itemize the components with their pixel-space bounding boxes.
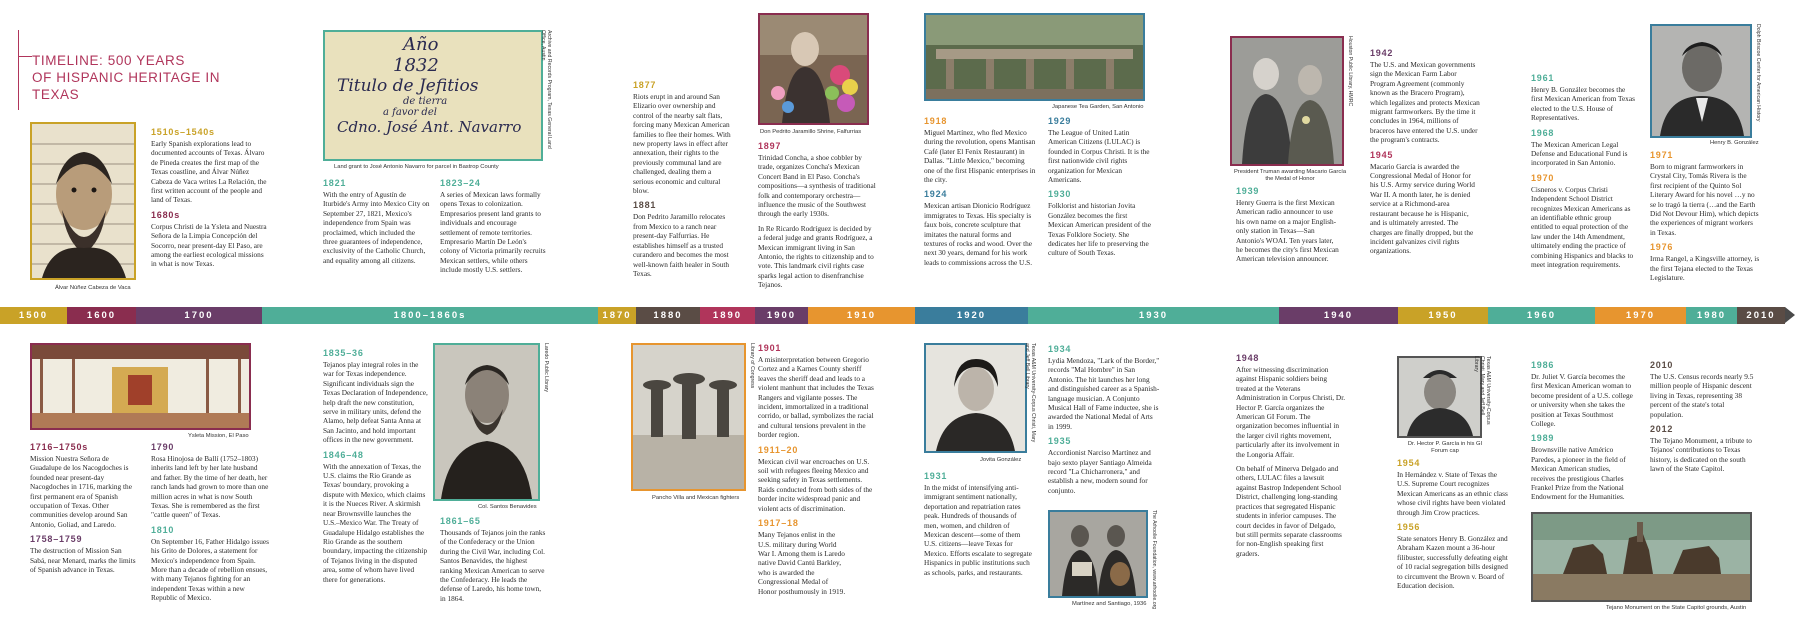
entry-text: Thousands of Tejanos join the ranks of the Confederacy or the Union during the Civil War, including Col. Santos Benavides, the highest ranking Mexican American to serve the Confederacy. He leads the defense of Laredo, his home town, in 1864. — [440, 528, 546, 603]
timeline-segment-1940: 1940 — [1279, 307, 1398, 324]
entry-1954 — [1397, 458, 1509, 595]
entry-1821 — [323, 178, 431, 270]
entry-text: A series of Mexican laws formally opens Texas to colonization. Empresarios present land grants to individuals and encourage settlement of remote territories. Empresario Martín De León's colony of Victoria primarily recruits Mexican settlers, while others include mostly U.S. settlers. — [440, 190, 546, 275]
entry-text: The Tejano Monument, a tribute to Tejanos' contributions to Texas history, is dedicated on the south lawn of the State Capitol. — [1650, 436, 1752, 474]
entry-year: 1901 — [758, 343, 782, 353]
entry-1510s — [151, 127, 269, 274]
entry-year: 2012 — [1650, 424, 1674, 435]
timeline-segment-1950: 1950 — [1398, 307, 1488, 324]
entry-text: Corpus Christi de la Ysleta and Nuestra Señora de la Limpia Concepción del Socorro, near present-day El Paso, are among the earliest ecological missions in what is now Texas. — [151, 221, 267, 269]
tejano-monument-photo — [1531, 512, 1752, 602]
shrine-photo — [758, 13, 869, 125]
truman-caption: President Truman awarding Macario García the Medal of Honor — [1233, 169, 1347, 182]
cabeza-de-vaca-portrait — [30, 122, 136, 280]
entry-year: 1971 — [1650, 150, 1674, 160]
entry-year: 1911–20 — [758, 444, 799, 455]
entry-text: Born to migrant farmworkers in Crystal City, Tomás Rivera is the first recipient of the Quinto Sol Literary Award for his novel …y no se lo tragó la tierra (…and the Earth Did Not Devour Him), which depicts the experiences of migrant workers in Texas. — [1650, 162, 1759, 237]
entry-year: 1934 — [1048, 344, 1072, 354]
entry-1934 — [1048, 344, 1160, 500]
timeline-arrow — [1785, 307, 1795, 323]
entry-text: Folklorist and historian Jovita González becomes the first Mexican American president of the Texas Folklore Society. She dedicates her life to preserving the culture of South Texas. — [1048, 201, 1151, 258]
title-line-1: TIMELINE: 500 YEARS — [32, 53, 185, 68]
entry-text: The U.S. Census records nearly 9.5 million people of Hispanic descent living in Texas, representing 38 percent of the state's total population. — [1650, 372, 1754, 419]
timeline-segment-1970: 1970 — [1595, 307, 1686, 324]
title-tick — [18, 56, 32, 57]
ysleta-mission-photo — [30, 343, 251, 430]
entry-text: Rosa Hinojosa de Ballí (1752–1803) inherits land left by her late husband and father. By the time of her death, her ranch lands had grown to more than one million acres in what is now South Texas. She is remembered as the first "cattle queen" of Texas. — [151, 454, 269, 520]
entry-text: Trinidad Concha, a shoe cobbler by trade, organizes Concha's Mexican Concert Band in El Paso. Concha's compositions—a synthesis of traditional folk and contemporary orchestra—influence the music of the Southwest through the early 1930s. — [758, 153, 876, 219]
jovita-caption: Jovita González — [980, 457, 1022, 463]
martinez-credit: The Arhoolie Foundation, www.arhoolie.org — [1151, 510, 1157, 610]
villa-caption: Pancho Villa and Mexican fighters — [652, 495, 740, 501]
entry-1948 — [1236, 353, 1346, 563]
entry-1861 — [440, 516, 548, 608]
gonzalez-credit: Dolph Briscoe Center for American History — [1755, 24, 1761, 122]
timeline-segment-1960: 1960 — [1488, 307, 1595, 324]
timeline-segment-1900: 1900 — [755, 307, 808, 324]
land-grant-document — [323, 30, 543, 161]
entry-year: 1758–1759 — [30, 534, 83, 545]
martinez-caption: Martínez and Santiago, 1936 — [1072, 601, 1147, 607]
entry-text: Mission Nuestra Señora de Guadalupe de los Nacogdoches is founded near present-day Nacogdoches in 1716, marking the first permanent era of Spanish occupation of Texas. Other communities develop around San Antonio, Goliad, and Laredo. — [30, 454, 132, 529]
jovita-credit: Texas A&M University-Corpus Christi, Mary and Jeff Bell Library — [1024, 343, 1036, 443]
shrine-caption: Don Pedrito Jaramillo Shrine, Falfurrias — [760, 129, 862, 135]
hector-garcia-photo — [1397, 356, 1482, 438]
benavides-caption: Col. Santos Benavides — [478, 504, 537, 510]
entry-year: 1929 — [1048, 116, 1072, 126]
timeline-segment-1930: 1930 — [1028, 307, 1279, 324]
entry-year: 1918 — [924, 116, 948, 126]
entry-text: Cisneros v. Corpus Christi Independent School District recognizes Mexican Americans as an identifiable ethnic group entitled to equal protection of the law under the 14th Amendment, ultimately ending the practice of combining Hispanics and blacks to meet integration requirements. — [1531, 184, 1634, 270]
entry-year: 1823–24 — [440, 178, 481, 188]
gonzalez-caption: Henry B. González — [1710, 140, 1759, 146]
land-grant-script: Año 1832 Titulo de Jefitios de tierra a favor del Cdno. José Ant. Navarro — [337, 34, 522, 136]
entry-text: In the midst of intensifying anti-immigrant sentiment nationally, deportation and repatriation rates peak. Hundreds of thousands of men, women, and children of Mexican descent—some of them U.S. citizens—leave Texas for Mexico. Efforts escalate to segregate Hispanics in public institutions such as schools, parks, and restaurants. — [924, 483, 1032, 577]
hector-credit: Texas A&M University-Corpus Christi, Mary and Jeff Bell Library — [1473, 356, 1491, 425]
entry-text: Lydia Mendoza, "Lark of the Border," records "Mal Hombre" in San Antonio. The hit launches her long and distinguished career as a Spanish-language musician. A Conjunto Musical Hall of Fame inductee, she is awarded the National Medal of Arts in 1999. — [1048, 356, 1160, 431]
entry-text: Mexican artisan Dionicio Rodríguez immigrates to Texas. His specialty is faux bois, concrete sculpture that imitates the natural forms and textures of rocks and wood. Over the next 30 years, demand for his work leads to commissions across the U.S. — [924, 201, 1033, 267]
entry-2010 — [1650, 360, 1758, 479]
entry-year: 1968 — [1531, 127, 1555, 138]
timeline-segment-1600: 1600 — [67, 307, 136, 324]
entry-year: 1510s–1540s — [151, 127, 215, 137]
entry-year: 1948 — [1236, 353, 1260, 363]
timeline-segment-1500: 1500 — [0, 307, 67, 324]
entry-text: Miguel Martínez, who fled Mexico during the revolution, opens Mantisan Café (later El Fenix Restaurant) in Dallas. "Little Mexico," becoming one of the first Hispanic enterprises in the city. — [924, 128, 1036, 185]
tea-garden-photo — [924, 13, 1145, 101]
entry-year: 1846–48 — [323, 449, 364, 460]
entry-year: 1821 — [323, 178, 347, 188]
entry-text: Don Pedrito Jaramillo relocates from Mexico to a ranch near present-day Falfurrias. He establishes himself as a trusted curandero and becomes the most well-known faith healer in South Texas. — [633, 212, 730, 278]
entry-text: The U.S. and Mexican governments sign the Mexican Farm Labor Program Agreement (commonly known as the Bracero Program), which legalizes and protects Mexican migrant farmworkers. By the time it concludes in 1964, millions of braceros have entered the U.S. under the program's contracts. — [1370, 60, 1480, 145]
tea-garden-caption: Japanese Tea Garden, San Antonio — [1052, 104, 1144, 110]
villa-credit: Library of Congress — [749, 343, 755, 389]
entry-text: Tejanos play integral roles in the war for Texas independence. Significant individuals sign the Texas Declaration of Independence, help draft the new constitution, serve in military units, defend the Alamo, help defeat Santa Anna at San Jacinto, and hold important offices in the new government. — [323, 360, 428, 445]
entry-1716 — [30, 442, 138, 579]
entry-1790 — [151, 442, 269, 608]
entry-year: 1810 — [151, 524, 175, 535]
entry-year: 1930 — [1048, 189, 1072, 200]
entry-1986 — [1531, 360, 1635, 507]
entry-1971 — [1650, 150, 1760, 287]
entry-year: 1680s — [151, 209, 181, 220]
entry-year: 1861–65 — [440, 516, 481, 526]
gonzalez-photo — [1650, 24, 1752, 138]
entry-year: 1986 — [1531, 360, 1555, 370]
page-title — [32, 52, 268, 103]
entry-year: 1931 — [924, 471, 948, 481]
entry-text: In Re Ricardo Rodríguez is decided by a federal judge and grants Rodríguez, a Mexican immigrant living in San Antonio, the rights to citizenship and to vote. This landmark civil rights case sparks legal action to disenfranchise Tejanos. — [758, 223, 874, 290]
timeline-segment-1890: 1890 — [700, 307, 755, 324]
entry-1918 — [924, 116, 1036, 272]
entry-year: 1942 — [1370, 48, 1394, 58]
truman-credit: Houston Public Library, HMRC — [1347, 36, 1353, 107]
timeline-segment-1910: 1910 — [808, 307, 915, 324]
entry-text: The League of United Latin American Citizens (LULAC) is founded in Corpus Christi. It is the first nationwide civil rights organization for Mexican Americans. — [1048, 128, 1150, 185]
hector-caption: Dr. Hector P. García in his GI Forum cap — [1407, 441, 1483, 454]
entry-text: The Mexican American Legal Defense and Educational Fund is incorporated in San Antonio. — [1531, 139, 1628, 168]
entry-text: Dr. Juliet V. García becomes the first Mexican American woman to become president of a U.S. college or university when she takes the position at Texas Southmost College. — [1531, 372, 1633, 429]
entry-year: 2010 — [1650, 360, 1674, 370]
entry-1931 — [924, 471, 1032, 582]
entry-text: With the entry of Agustín de Iturbide's Army into Mexico City on September 27, 1821, Mexico's independence from Spain was proclaimed, which included the three guarantees of independence, exclusivity of the Catholic Church, and equality among all citizens. — [323, 190, 430, 265]
entry-text: Brownsville native Américo Paredes, a pioneer in the field of Mexican American studies, receives the prestigious Charles Frankel Prize from the National Endowment for the Humanities. — [1531, 445, 1626, 502]
ysleta-caption: Ysleta Mission, El Paso — [188, 433, 249, 439]
entry-1897 — [758, 141, 876, 295]
cabeza-caption: Álvar Núñez Cabeza de Vaca — [55, 285, 131, 291]
entry-1835 — [323, 348, 429, 589]
land-grant-caption: Land grant to José Antonio Navarro for parcel in Bastrop County — [334, 164, 499, 170]
timeline-segment-1880: 1880 — [636, 307, 700, 324]
entry-text: Riots erupt in and around San Elizario over ownership and control of the nearby salt flats, forcing many Mexican American families to flee their homes. With new property laws in effect after annexation, their rights to the previously communal land are challenged, dealing them a serious economic and cultural blow. — [633, 92, 731, 196]
entry-1942 — [1370, 48, 1480, 261]
entry-1877 — [633, 80, 733, 283]
entry-text: State senators Henry B. González and Abraham Kazen mount a 36-hour filibuster, successfully defeating eight of 10 racial segregation bills designed to circumvent the Brown v. Board of Education decision. — [1397, 534, 1508, 591]
entry-text: On behalf of Minerva Delgado and others, LULAC files a lawsuit against Bastrop Independent School District, challenging long-standing practices that segregated Hispanic students in inferior campuses. The court decides in favor of Delgado, but still permits separate classrooms for non-English speaking first graders. — [1236, 464, 1342, 558]
entry-year: 1790 — [151, 442, 175, 452]
timeline-segment-1700: 1700 — [136, 307, 262, 324]
entry-year: 1956 — [1397, 522, 1421, 533]
title-rule — [18, 30, 19, 110]
entry-text: Irma Rangel, a Kingsville attorney, is the first Tejana elected to the Texas Legislature. — [1650, 254, 1760, 283]
entry-year: 1970 — [1531, 172, 1555, 183]
villa-photo — [631, 343, 746, 491]
timeline-segment-2010: 2010 — [1737, 307, 1785, 324]
entry-year: 1961 — [1531, 73, 1555, 83]
entry-year: 1935 — [1048, 436, 1072, 447]
land-grant-credit: Archive and Records Program, Texas General Land Office, Austin — [540, 30, 552, 149]
entry-year: 1945 — [1370, 149, 1394, 160]
entry-text: Many Tejanos enlist in the U.S. military during World War I. Among them is Laredo native David Cantú Barkley, who is awarded the Congressional Medal of Honor posthumously in 1919. — [758, 530, 846, 596]
entry-text: After witnessing discrimination against Hispanic soldiers being treated at the Veterans Administration in Corpus Christi, Dr. Hector P. García organizes the American GI Forum. The organization becomes influential in the larger civil rights movement, particularly after its involvement in the Longoria Affair. — [1236, 365, 1346, 459]
entry-1929 — [1048, 116, 1153, 263]
entry-1901 — [758, 343, 876, 601]
entry-year: 1897 — [758, 141, 782, 151]
entry-year: 1917–18 — [758, 518, 799, 529]
entry-text: Macario García is awarded the Congressional Medal of Honor for his U.S. Army service during World War II. A month later, he is denied service at a Richmond-area restaurant because he is Hispanic, and is ultimately arrested. The charges are finally dropped, but the incident galvanizes civil rights organizations. — [1370, 161, 1475, 256]
entry-year: 1954 — [1397, 458, 1421, 468]
entry-year: 1989 — [1531, 433, 1555, 444]
entry-year: 1877 — [633, 80, 657, 90]
timeline-segment-1870: 1870 — [598, 307, 636, 324]
entry-text: With the annexation of Texas, the U.S. claims the Rio Grande as Texas' boundary, provoking a dispute with Mexico, which claims it is the Nueces River. A skirmish near Brownsville launches the U.S.–Mexico War. The Treaty of Guadalupe Hidalgo establishes the Rio Grande as the southern boundary, impacting the citizenship of Tejanos living in the disputed area, some of whom have lived there for generations. — [323, 461, 428, 584]
entry-text: A misinterpretation between Gregorio Cortez and a Karnes County sheriff leaves the sheriff dead and leads to a violent manhunt that includes the Texas Rangers and vigilante posses. The incident, immortalized in a traditional corrido, or ballad, symbolizes the racial and cultural tensions prevalent in the border region. — [758, 355, 874, 440]
entry-year: 1924 — [924, 189, 948, 200]
entry-text: Mexican civil war encroaches on U.S. soil with refugees fleeing Mexico and seeking safety in Texas settlements. Raids conducted from both sides of the border incite widespread panic and violent acts of discrimination. — [758, 456, 873, 513]
entry-1823 — [440, 178, 548, 280]
entry-text: Henry Guerra is the first Mexican American radio announcer to use his own name on a major English-only station in Texas—San Antonio's WOAI. Ten years later, he becomes the city's first Mexican American television announcer. — [1236, 198, 1339, 264]
truman-photo — [1230, 36, 1344, 166]
entry-year: 1881 — [633, 200, 657, 211]
martinez-santiago-photo — [1048, 510, 1148, 598]
benavides-credit: Laredo Public Library — [543, 343, 549, 393]
timeline-segment-1980: 1980 — [1686, 307, 1737, 324]
entry-text: Accordionist Narciso Martínez and bajo sexto player Santiago Almeida record "La Chicharronera," and establish a new, modern sound for conjunto. — [1048, 448, 1152, 495]
entry-text: Henry B. González becomes the first Mexican American from Texas elected to the U.S. House of Representatives. — [1531, 85, 1635, 123]
tejano-monument-caption: Tejano Monument on the State Capitol grounds, Austin — [1606, 605, 1747, 611]
entry-year: 1716–1750s — [30, 442, 89, 452]
entry-year: 1835–36 — [323, 348, 364, 358]
entry-1939 — [1236, 186, 1340, 269]
entry-year: 1939 — [1236, 186, 1260, 196]
jovita-gonzalez-photo — [924, 343, 1027, 453]
entry-1961 — [1531, 73, 1635, 275]
entry-text: The destruction of Mission San Sabá, near Menard, marks the limits of Spanish advance in Texas. — [30, 546, 136, 575]
entry-year: 1976 — [1650, 242, 1674, 253]
entry-text: On September 16, Father Hidalgo issues his Grito de Dolores, a statement for Mexico's independence from Spain. More than a decade of rebellion ensues, with many Tejanos fighting for an independent Texas within a new Republic of Mexico. — [151, 536, 269, 603]
timeline-segment-1800-1860s: 1800–1860s — [262, 307, 598, 324]
benavides-portrait — [433, 343, 540, 501]
entry-text: Early Spanish explorations lead to documented accounts of Texas. Álvaro de Pineda creates the first map of the Texas coastline, and Álvar Núñez Cabeza de Vaca writes La Relación, the first written account of the people and land of Texas. — [151, 139, 267, 205]
entry-text: In Hernández v. State of Texas the U.S. Supreme Court recognizes Mexican Americans as an ethnic class whose civil rights have been violated through Jim Crow practices. — [1397, 470, 1508, 517]
timeline-segment-1920: 1920 — [915, 307, 1028, 324]
title-line-2: OF HISPANIC HERITAGE IN TEXAS — [32, 70, 221, 102]
